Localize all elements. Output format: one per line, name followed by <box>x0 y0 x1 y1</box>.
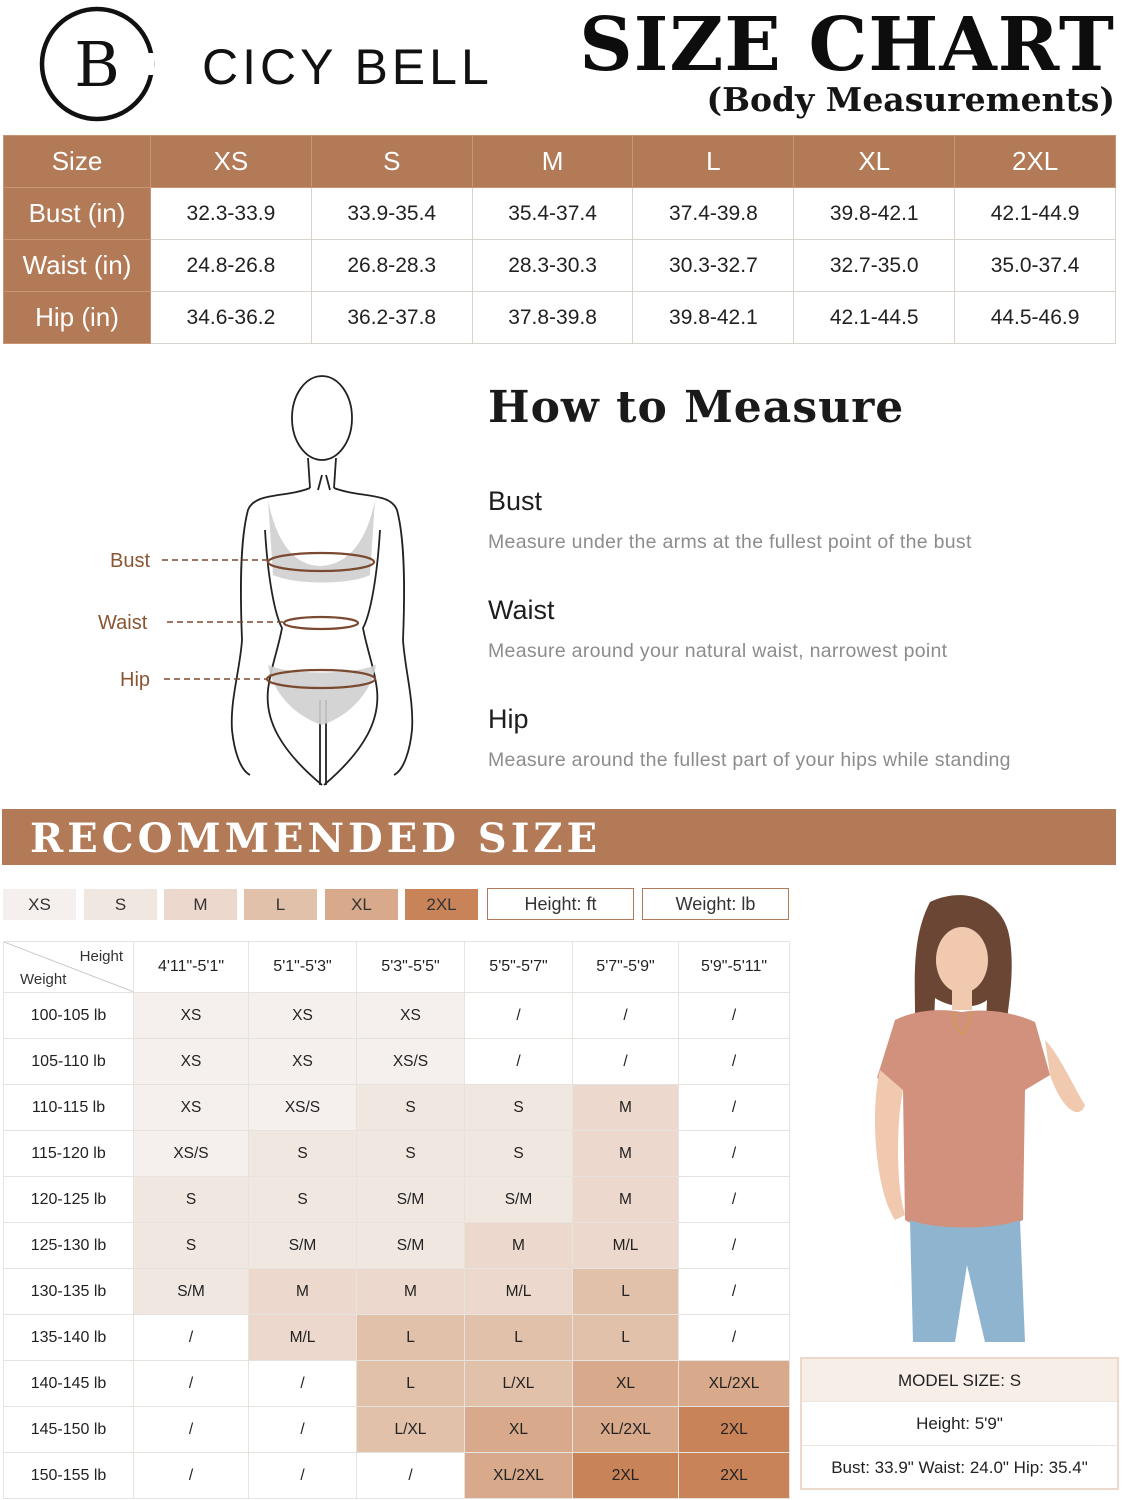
size-cell: S <box>134 1223 249 1269</box>
measurement-cell: 28.3-30.3 <box>472 240 633 292</box>
size-cell: L/XL <box>357 1407 465 1453</box>
measurement-cell: 35.4-37.4 <box>472 188 633 240</box>
size-cell: / <box>573 1039 679 1085</box>
legend-swatch-xs: XS <box>3 889 76 920</box>
svg-text:B: B <box>74 28 120 101</box>
legend-swatch-m: M <box>164 889 237 920</box>
weight-range-cell: 140-145 lb <box>4 1361 134 1407</box>
height-header-row <box>4 942 790 993</box>
size-cell: XL/2XL <box>465 1453 573 1499</box>
height-range-header: 4'11"-5'1" <box>134 942 249 993</box>
size-cell: 2XL <box>573 1453 679 1499</box>
weight-range-cell: 110-115 lb <box>4 1085 134 1131</box>
model-size-label: MODEL SIZE: S <box>802 1359 1117 1401</box>
weight-range-cell: 100-105 lb <box>4 993 134 1039</box>
size-cell: XS/S <box>357 1039 465 1085</box>
size-cell: XS <box>134 993 249 1039</box>
corner-weight-label: Weight <box>20 971 67 988</box>
measure-heading: Hip <box>488 704 529 734</box>
row-label-hip: Hip (in) <box>4 292 151 344</box>
size-cell: 2XL <box>679 1453 790 1499</box>
bust-row <box>4 188 1116 240</box>
table-row <box>4 1177 790 1223</box>
size-cell: XL/2XL <box>679 1361 790 1407</box>
measurement-cell: 44.5-46.9 <box>955 292 1116 344</box>
measurement-cell: 42.1-44.5 <box>794 292 955 344</box>
size-cell: M <box>249 1269 357 1315</box>
size-cell: / <box>679 1223 790 1269</box>
measurement-cell: 39.8-42.1 <box>794 188 955 240</box>
size-cell: M/L <box>249 1315 357 1361</box>
legend-swatch-l: L <box>244 889 317 920</box>
size-cell: / <box>679 1177 790 1223</box>
size-cell: M/L <box>465 1269 573 1315</box>
size-cell: S/M <box>134 1269 249 1315</box>
size-cell: M <box>573 1177 679 1223</box>
size-cell: / <box>679 1269 790 1315</box>
size-cell: XS/S <box>249 1085 357 1131</box>
recommended-title: RECOMMENDED SIZE <box>30 815 602 862</box>
size-cell: / <box>357 1453 465 1499</box>
model-height-label: Height: 5'9" <box>802 1401 1117 1445</box>
size-cell: S <box>357 1131 465 1177</box>
size-cell: / <box>465 993 573 1039</box>
measurement-cell: 24.8-26.8 <box>151 240 312 292</box>
size-col-xs: XS <box>151 136 312 188</box>
figure-label-hip: Hip <box>120 669 151 691</box>
measurement-cell: 33.9-35.4 <box>311 188 472 240</box>
size-cell: L <box>465 1315 573 1361</box>
size-cell: / <box>134 1315 249 1361</box>
model-measurements-label: Bust: 33.9" Waist: 24.0" Hip: 35.4" <box>802 1445 1117 1489</box>
weight-range-cell: 105-110 lb <box>4 1039 134 1085</box>
table-row <box>4 1361 790 1407</box>
size-cell: L <box>573 1315 679 1361</box>
size-header-label: Size <box>4 136 151 188</box>
height-range-header: 5'5"-5'7" <box>465 942 573 993</box>
size-cell: S/M <box>465 1177 573 1223</box>
size-cell: XL <box>573 1361 679 1407</box>
legend-swatch-2xl: 2XL <box>405 889 478 920</box>
size-cell: / <box>679 1085 790 1131</box>
measure-description: Measure around the fullest part of your hips while standing <box>488 749 1011 771</box>
size-cell: M/L <box>573 1223 679 1269</box>
measurement-cell: 35.0-37.4 <box>955 240 1116 292</box>
size-cell: L <box>357 1361 465 1407</box>
weight-range-cell: 145-150 lb <box>4 1407 134 1453</box>
measure-item-waist <box>488 595 947 663</box>
size-col-m: M <box>472 136 633 188</box>
measurement-cell: 34.6-36.2 <box>151 292 312 344</box>
table-row <box>4 1085 790 1131</box>
size-cell: / <box>134 1361 249 1407</box>
size-cell: / <box>465 1039 573 1085</box>
size-cell: XL <box>465 1407 573 1453</box>
size-cell: / <box>249 1361 357 1407</box>
weight-range-cell: 130-135 lb <box>4 1269 134 1315</box>
height-range-header: 5'7"-5'9" <box>573 942 679 993</box>
how-to-measure-title: How to Measure <box>488 382 905 433</box>
corner-cell <box>4 942 134 993</box>
measurement-cell: 32.3-33.9 <box>151 188 312 240</box>
measure-description: Measure around your natural waist, narrowest point <box>488 640 948 662</box>
size-cell: / <box>249 1407 357 1453</box>
size-cell: XS <box>134 1085 249 1131</box>
waist-row <box>4 240 1116 292</box>
size-cell: S <box>465 1085 573 1131</box>
size-cell: S/M <box>357 1223 465 1269</box>
height-range-header: 5'9"-5'11" <box>679 942 790 993</box>
size-cell: / <box>679 1315 790 1361</box>
hip-row <box>4 292 1116 344</box>
height-unit-label: Height: ft <box>487 888 634 920</box>
size-cell: L <box>357 1315 465 1361</box>
size-cell: / <box>679 993 790 1039</box>
weight-range-cell: 120-125 lb <box>4 1177 134 1223</box>
measurement-cell: 42.1-44.9 <box>955 188 1116 240</box>
figure-label-bust: Bust <box>110 550 151 572</box>
size-cell: / <box>573 993 679 1039</box>
measurement-cell: 37.4-39.8 <box>633 188 794 240</box>
table-row <box>4 1407 790 1453</box>
height-range-header: 5'1"-5'3" <box>249 942 357 993</box>
recommended-banner <box>2 809 1116 865</box>
measurement-cell: 37.8-39.8 <box>472 292 633 344</box>
size-col-l: L <box>633 136 794 188</box>
model-info-card <box>800 1357 1119 1490</box>
table-row <box>4 1131 790 1177</box>
size-cell: S <box>465 1131 573 1177</box>
size-cell: L <box>573 1269 679 1315</box>
figure-label-waist: Waist <box>98 612 148 634</box>
row-label-bust: Bust (in) <box>4 188 151 240</box>
size-cell: M <box>465 1223 573 1269</box>
size-col-xl: XL <box>794 136 955 188</box>
size-cell: XS <box>357 993 465 1039</box>
corner-height-label: Height <box>79 948 123 965</box>
measurement-cell: 26.8-28.3 <box>311 240 472 292</box>
size-cell: M <box>357 1269 465 1315</box>
brand-name: CICY BELL <box>202 39 493 95</box>
size-cell: XS <box>249 1039 357 1085</box>
size-cell: XS <box>134 1039 249 1085</box>
table-row <box>4 1453 790 1499</box>
brand-logo <box>38 6 156 122</box>
table-row <box>4 1039 790 1085</box>
size-header-row <box>4 136 1116 188</box>
measurement-cell: 30.3-32.7 <box>633 240 794 292</box>
model-photo <box>835 890 1095 1342</box>
weight-range-cell: 125-130 lb <box>4 1223 134 1269</box>
size-cell: XS/S <box>134 1131 249 1177</box>
table-row <box>4 1269 790 1315</box>
legend-swatch-xl: XL <box>325 889 398 920</box>
size-cell: M <box>573 1085 679 1131</box>
measurement-cell: 36.2-37.8 <box>311 292 472 344</box>
size-col-2xl: 2XL <box>955 136 1116 188</box>
size-cell: / <box>134 1407 249 1453</box>
table-row <box>4 1223 790 1269</box>
measure-description: Measure under the arms at the fullest point of the bust <box>488 531 972 553</box>
measure-item-bust <box>488 486 972 554</box>
size-cell: XL/2XL <box>573 1407 679 1453</box>
size-cell: S <box>357 1085 465 1131</box>
page-title: SIZE CHART <box>579 2 1115 88</box>
row-label-waist: Waist (in) <box>4 240 151 292</box>
size-cell: S <box>249 1177 357 1223</box>
size-cell: S <box>134 1177 249 1223</box>
measure-heading: Bust <box>488 486 543 516</box>
recommended-size-table <box>3 941 790 1499</box>
body-measurement-table <box>3 135 1116 344</box>
height-range-header: 5'3"-5'5" <box>357 942 465 993</box>
page-subtitle: (Body Measurements) <box>706 80 1115 119</box>
size-cell: S/M <box>357 1177 465 1223</box>
weight-range-cell: 115-120 lb <box>4 1131 134 1177</box>
size-cell: / <box>679 1131 790 1177</box>
size-col-s: S <box>311 136 472 188</box>
weight-range-cell: 150-155 lb <box>4 1453 134 1499</box>
table-row <box>4 993 790 1039</box>
measurement-cell: 39.8-42.1 <box>633 292 794 344</box>
measure-item-hip <box>488 704 1011 772</box>
size-cell: S/M <box>249 1223 357 1269</box>
mannequin-figure <box>90 370 430 790</box>
measure-heading: Waist <box>488 595 555 625</box>
table-row <box>4 1315 790 1361</box>
size-cell: / <box>134 1453 249 1499</box>
size-cell: / <box>249 1453 357 1499</box>
legend-swatch-s: S <box>84 889 157 920</box>
size-cell: / <box>679 1039 790 1085</box>
measurement-cell: 32.7-35.0 <box>794 240 955 292</box>
size-cell: 2XL <box>679 1407 790 1453</box>
size-cell: M <box>573 1131 679 1177</box>
weight-unit-label: Weight: lb <box>642 888 789 920</box>
size-cell: L/XL <box>465 1361 573 1407</box>
size-cell: S <box>249 1131 357 1177</box>
size-cell: XS <box>249 993 357 1039</box>
weight-range-cell: 135-140 lb <box>4 1315 134 1361</box>
